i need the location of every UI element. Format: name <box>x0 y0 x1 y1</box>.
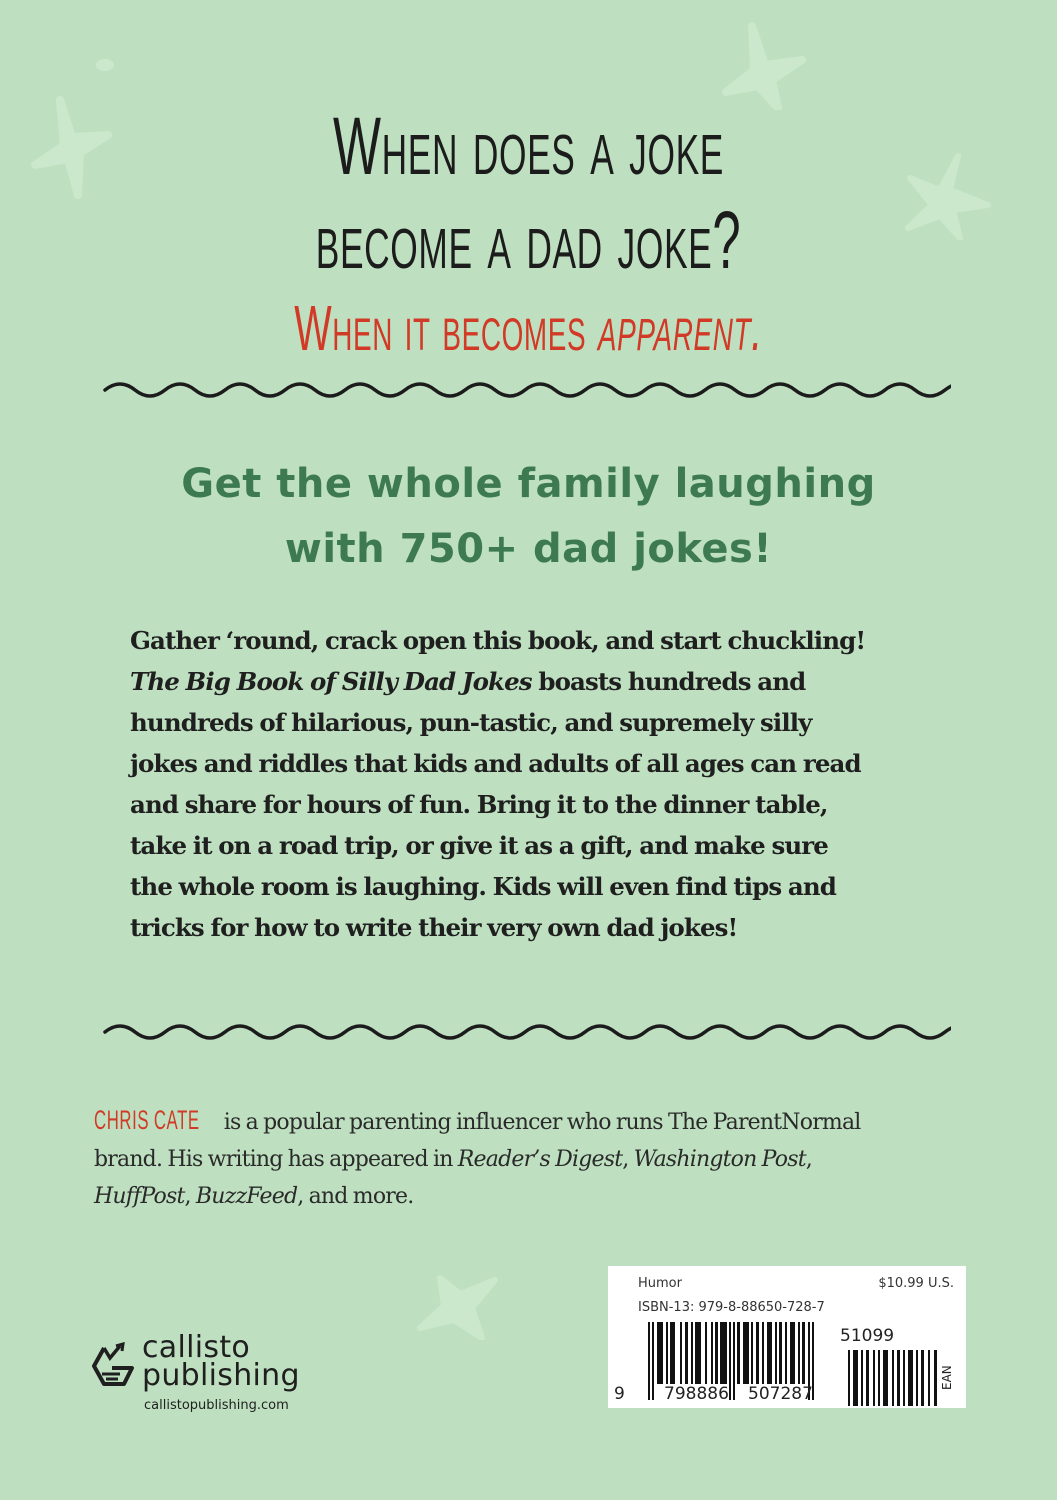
publisher-url: callistopublishing.com <box>144 1398 289 1413</box>
author-name: CHRIS CATE <box>94 1105 200 1135</box>
bio-text: , <box>805 1147 812 1172</box>
price-label: $10.99 U.S. <box>878 1276 954 1291</box>
blurb-line: and share for hours of fun. Bring it to the dinner table, <box>130 790 828 819</box>
wave-divider <box>103 1018 951 1046</box>
bio-text: is a popular parenting influencer who runs The ParentNormal <box>218 1110 861 1135</box>
barcode-digits-left: 798886 <box>664 1384 729 1404</box>
isbn-label: ISBN-13: 979-8-88650-728-7 <box>638 1300 825 1315</box>
barcode-addon-number: 51099 <box>840 1326 895 1346</box>
blurb-line: Gather ‘round, crack open this book, and start chuckling! <box>130 626 866 655</box>
publisher-name-line-2: publishing <box>142 1358 300 1393</box>
blurb-line: hundreds of hilarious, pun-tastic, and supremely silly <box>130 708 812 737</box>
publication-name: Washington Post <box>633 1147 806 1172</box>
star-decoration-icon <box>410 1270 510 1340</box>
blurb-line: the whole room is laughing. Kids will even find tips and <box>130 872 837 901</box>
blurb-line: take it on a road trip, or give it as a gift, and make sure <box>130 831 828 860</box>
publication-name: Reader’s Digest <box>457 1147 623 1172</box>
publication-name: BuzzFeed <box>195 1184 298 1209</box>
tagline-line-2: with 750+ dad jokes! <box>284 526 773 572</box>
dot-decoration-icon <box>95 58 115 72</box>
bio-text: , <box>184 1184 196 1209</box>
publication-name: HuffPost <box>94 1184 185 1209</box>
headline-answer <box>201 290 856 366</box>
headline-line-2: become a dad joke? <box>315 195 742 286</box>
headline-answer-emphasis: apparent. <box>597 292 763 364</box>
star-decoration-icon <box>720 20 820 110</box>
bio-line <box>94 1102 974 1141</box>
wave-divider <box>103 376 951 404</box>
tagline-line-1: Get the whole family laughing <box>181 461 876 507</box>
blurb-line: jokes and riddles that kids and adults of all ages can read <box>130 749 861 778</box>
blurb-text: boasts hundreds and <box>531 667 806 696</box>
barcode-digit-first: 9 <box>614 1384 625 1404</box>
barcode-addon-bars <box>848 1350 943 1410</box>
callisto-logo-icon <box>90 1342 136 1394</box>
author-bio <box>94 1102 974 1215</box>
bio-line <box>94 1141 974 1178</box>
bio-text: brand. His writing has appeared in <box>94 1147 458 1172</box>
bio-line <box>94 1178 974 1215</box>
barcode-label <box>608 1266 966 1408</box>
barcode-digits-right: 507287 <box>748 1384 813 1404</box>
bio-text: , <box>622 1147 634 1172</box>
tagline <box>0 452 1057 582</box>
blurb-line: tricks for how to write their very own dad jokes! <box>130 913 738 942</box>
genre-label: Humor <box>638 1276 682 1291</box>
bio-text: , and more. <box>297 1184 414 1209</box>
headline <box>0 100 1057 366</box>
publisher-name <box>142 1330 300 1393</box>
book-description <box>130 620 920 948</box>
publisher-name-line-1: callisto <box>142 1330 251 1365</box>
headline-line-1: When does a joke <box>333 101 724 192</box>
blurb-line <box>130 661 920 702</box>
ean-label: EAN <box>940 1365 954 1390</box>
book-title: The Big Book of Silly Dad Jokes <box>130 667 532 696</box>
headline-answer-prefix: When it becomes <box>294 292 598 364</box>
